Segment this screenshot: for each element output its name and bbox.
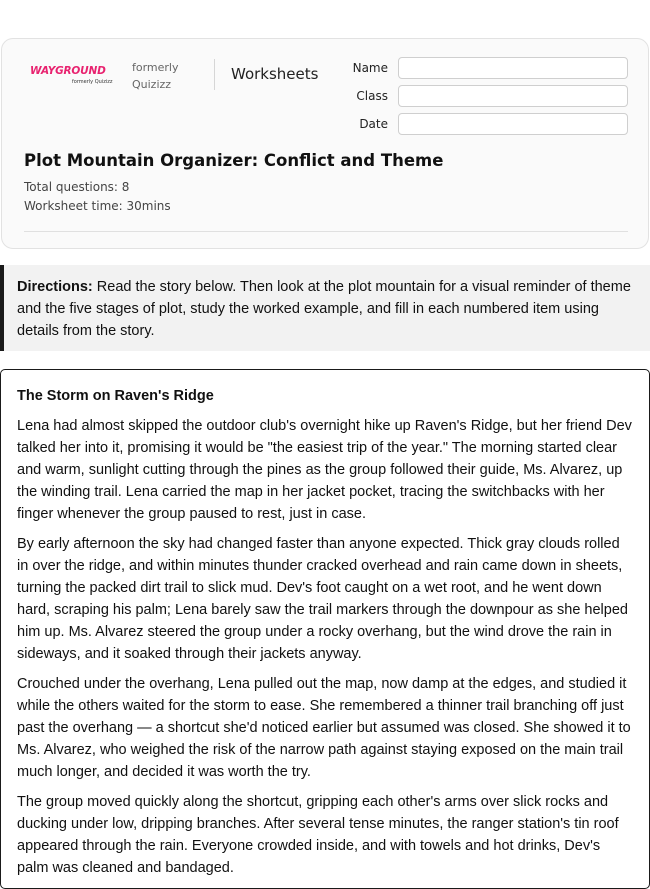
- date-label: Date: [359, 117, 388, 131]
- name-field[interactable]: [398, 57, 628, 79]
- date-field[interactable]: [398, 113, 628, 135]
- directions-box: [0, 265, 650, 351]
- logo-text: WAYGROUND: [30, 65, 106, 77]
- story-box: [0, 369, 650, 889]
- story-paragraph: The group moved quickly along the shortcut, gripping each other's arms over slick rocks and ducking under low, dripping branches. After several tense minutes, the ranger station's tin roof appeared through the rain. Everyone crowded inside, and with towels and hot drinks, Dev's palm was cleaned and bandaged.: [17, 794, 619, 876]
- worksheets-label: Worksheets: [231, 65, 319, 83]
- header-rule: [24, 231, 628, 232]
- total-questions: Total questions: 8: [24, 180, 130, 194]
- name-label: Name: [352, 61, 388, 75]
- directions-text: Read the story below. Then look at the plot mountain for a visual reminder of theme and the five stages of plot, study the worked example, and fill in each numbered item using details from the story.: [17, 279, 631, 339]
- class-label: Class: [356, 89, 388, 103]
- formerly-label: formerly Quizizz: [132, 61, 179, 91]
- worksheet-header: [1, 38, 649, 249]
- header-divider: [214, 59, 215, 90]
- logo-subtext: formerly Quizizz: [72, 79, 113, 85]
- story-paragraph: By early afternoon the sky had changed faster than anyone expected. Thick gray clouds rolled in over the ridge, and within minutes thunder cracked overhead and rain came down in sheets, turning the packed dirt trail to slick mud. Dev's foot caught on a wet root, and he went down hard, scraping his palm; Lena barely saw the trail markers through the downpour as she helped him up. Ms. Alvarez steered the group under a rocky overhang, but the wind drove the rain in sideways, and it soaked through their jackets anyway.: [17, 536, 628, 662]
- class-field[interactable]: [398, 85, 628, 107]
- story-paragraph: Lena had almost skipped the outdoor club's overnight hike up Raven's Ridge, but her friend Dev talked her into it, promising it would be "the easiest trip of the year." The morning started clear and warm, sunlight cutting through the pines as the group followed their guide, Ms. Alvarez, up the winding trail. Lena carried the map in her jacket pocket, tracing the switchbacks with her finger whenever the group paused to rest, just in case.: [17, 418, 632, 522]
- story-title: The Storm on Raven's Ridge: [17, 388, 214, 404]
- wayground-logo: [30, 65, 120, 87]
- story-paragraph: Crouched under the overhang, Lena pulled out the map, now damp at the edges, and studied it while the others waited for the storm to ease. She remembered a thinner trail branching off just past the overhang — a shortcut she'd noticed earlier but assumed was closed. She showed it to Ms. Alvarez, who weighed the risk of the narrow path against staying exposed on the main trail much longer, and decided it was worth the try.: [17, 676, 631, 780]
- worksheet-time: Worksheet time: 30mins: [24, 199, 171, 213]
- worksheet-title: Plot Mountain Organizer: Conflict and Theme: [24, 151, 444, 170]
- directions-label: Directions:: [17, 279, 93, 295]
